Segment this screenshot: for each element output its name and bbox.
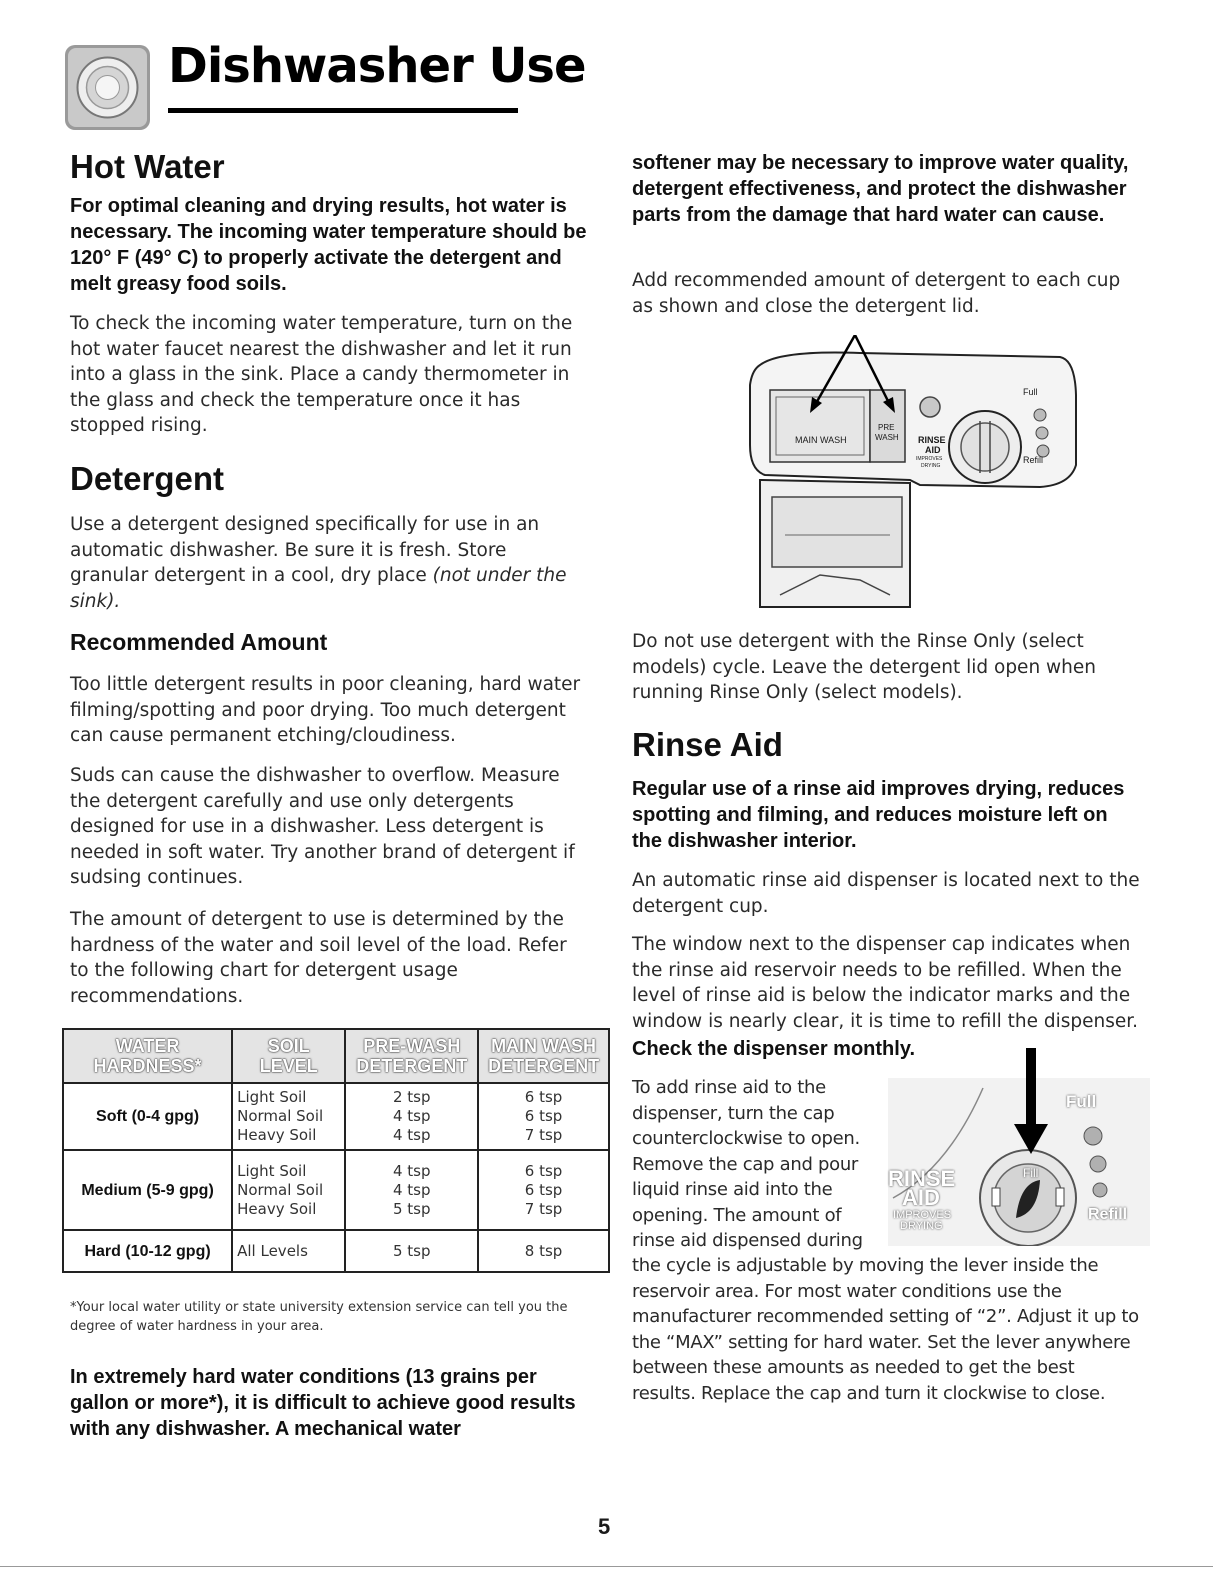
- table-row: [63, 1230, 609, 1272]
- label-rinse: RINSE: [888, 1166, 956, 1191]
- recommended-p2: Suds can cause the dishwasher to overflow. Measure the detergent carefully and use only detergents designed for use in a dishwasher. Less detergent is needed in soft water. Try another brand of detergent if sudsing continues.: [70, 765, 575, 888]
- label-refill: Refill: [1088, 1206, 1128, 1223]
- rinse-aid-p2: The window next to the dispenser cap indicates when the rinse aid reservoir needs to be refilled. When the level of rinse aid is below the indicator marks and the window is nearly clear, it is time to refill the dispenser.: [632, 934, 1139, 1032]
- hardness-cell: Soft (0-4 gpg): [63, 1083, 232, 1150]
- rinse-only-note: Do not use detergent with the Rinse Only (select models) cycle. Leave the detergent lid open when running Rinse Only (select models).: [632, 631, 1097, 703]
- detergent-body-italic: (not under the sink).: [70, 565, 567, 612]
- label-rinse: RINSE: [918, 435, 946, 445]
- column-header: SOIL LEVEL: [232, 1029, 345, 1083]
- rinse-aid-wrap-text: [632, 1075, 887, 1254]
- label-improves: IMPROVES: [916, 456, 943, 462]
- table-row: [63, 1083, 609, 1150]
- wrap-line: Remove the cap and pour: [632, 1153, 859, 1175]
- detergent-table-wrap: [62, 1028, 610, 1273]
- column-header: MAIN WASH DETERGENT: [478, 1029, 609, 1083]
- label-pre: PRE: [878, 423, 895, 432]
- column-header: PRE-WASH DETERGENT: [345, 1029, 478, 1083]
- soil-cell: Light Soil Normal Soil Heavy Soil: [232, 1150, 345, 1230]
- recommended-p1: Too little detergent results in poor cleaning, hard water filming/spotting and poor drying. Too much detergent can cause permanent etching/cloudiness.: [70, 674, 581, 746]
- prewash-cell: 5 tsp: [345, 1230, 478, 1272]
- label-full: Full: [1066, 1092, 1097, 1111]
- page-number: 5: [598, 1514, 611, 1539]
- detergent-heading: Detergent: [70, 460, 225, 497]
- hardness-cell: Hard (10-12 gpg): [63, 1230, 232, 1272]
- detergent-table: [62, 1028, 610, 1273]
- rinse-aid-intro: Regular use of a rinse aid improves drying, reduces spotting and filming, and reduces moisture left on the dishwasher interior.: [632, 778, 1125, 852]
- dispenser-illustration: [740, 335, 1085, 610]
- label-wash: WASH: [875, 433, 899, 442]
- page-title: Dishwasher Use: [168, 38, 586, 94]
- wrap-line: opening. The amount of: [632, 1204, 842, 1226]
- recommended-heading: Recommended Amount: [70, 629, 328, 655]
- table-footnote: *Your local water utility or state university extension service can tell you the degree of water hardness in your area.: [70, 1300, 568, 1334]
- label-drying: DRYING: [900, 1220, 943, 1232]
- label-refill: Refill: [1023, 455, 1044, 465]
- soil-cell: All Levels: [232, 1230, 345, 1272]
- prewash-cell: 4 tsp 4 tsp 5 tsp: [345, 1150, 478, 1230]
- hardness-cell: Medium (5-9 gpg): [63, 1150, 232, 1230]
- wrap-line: rinse aid dispensed during: [632, 1230, 863, 1251]
- detergent-body-text: Use a detergent designed specifically for use in an automatic dishwasher. Be sure it is fresh. Store granular detergent in a cool, dry place: [70, 514, 540, 586]
- label-drying: DRYING: [921, 463, 941, 469]
- label-full: Full: [1023, 387, 1038, 397]
- add-detergent-text: Add recommended amount of detergent to each cup as shown and close the detergent lid.: [632, 270, 1121, 317]
- soil-cell: Light Soil Normal Soil Heavy Soil: [232, 1083, 345, 1150]
- extreme-water-note: In extremely hard water conditions (13 grains per gallon or more*), it is difficult to achieve good results with any dishwasher. A mechanical water: [70, 1366, 576, 1440]
- mainwash-cell: 6 tsp 6 tsp 7 tsp: [478, 1083, 609, 1150]
- label-improves: IMPROVES: [893, 1209, 952, 1221]
- label-main-wash: MAIN WASH: [795, 435, 847, 445]
- header-icon: [65, 45, 150, 130]
- softener-note: softener may be necessary to improve water quality, detergent effectiveness, and protect the dishwasher parts from the damage that hard water can cause.: [632, 152, 1129, 226]
- hot-water-intro: For optimal cleaning and drying results, hot water is necessary. The incoming water temperature should be 120° F (49° C) to properly activate the detergent and melt greasy food soils.: [70, 195, 587, 295]
- label-aid: AID: [902, 1185, 940, 1210]
- table-header-row: [63, 1029, 609, 1083]
- rinse-aid-heading: Rinse Aid: [632, 726, 783, 763]
- hot-water-heading: Hot Water: [70, 148, 225, 185]
- wrap-line: dispenser, turn the cap: [632, 1102, 835, 1124]
- column-header: WATER HARDNESS*: [63, 1029, 232, 1083]
- check-monthly: Check the dispenser monthly.: [632, 1038, 916, 1060]
- label-fill: Fill: [1023, 1166, 1039, 1180]
- rinse-aid-rest: the cycle is adjustable by moving the lever inside the reservoir area. For most water conditions use the manufacturer recommended setting of “2”. Adjust it up to the “MAX” setting for hard water. Set the lever anywhere between these amounts as needed to get the best results. Replace the cap and turn it clockwise to close.: [632, 1255, 1139, 1404]
- mainwash-cell: 6 tsp 6 tsp 7 tsp: [478, 1150, 609, 1230]
- wrap-line: To add rinse aid to the: [632, 1077, 826, 1098]
- rinse-aid-p1: An automatic rinse aid dispenser is located next to the detergent cup.: [632, 870, 1140, 917]
- rinse-aid-closeup: [888, 1048, 1150, 1246]
- mainwash-cell: 8 tsp: [478, 1230, 609, 1272]
- wrap-line: liquid rinse aid into the: [632, 1179, 833, 1200]
- hot-water-body: To check the incoming water temperature, turn on the hot water faucet nearest the dishwasher and let it run into a glass in the sink. Place a candy thermometer in the glass and check the temperature once it has stopped rising.: [70, 313, 573, 436]
- label-aid: AID: [925, 445, 941, 455]
- detergent-body: [70, 512, 580, 614]
- wrap-line: counterclockwise to open.: [632, 1128, 860, 1149]
- title-underline: [168, 108, 518, 113]
- bottom-rule: [0, 1566, 1213, 1567]
- recommended-p3: The amount of detergent to use is determined by the hardness of the water and soil level of the load. Refer to the following chart for detergent usage recommendations.: [70, 909, 567, 1007]
- prewash-cell: 2 tsp 4 tsp 4 tsp: [345, 1083, 478, 1150]
- table-row: [63, 1150, 609, 1230]
